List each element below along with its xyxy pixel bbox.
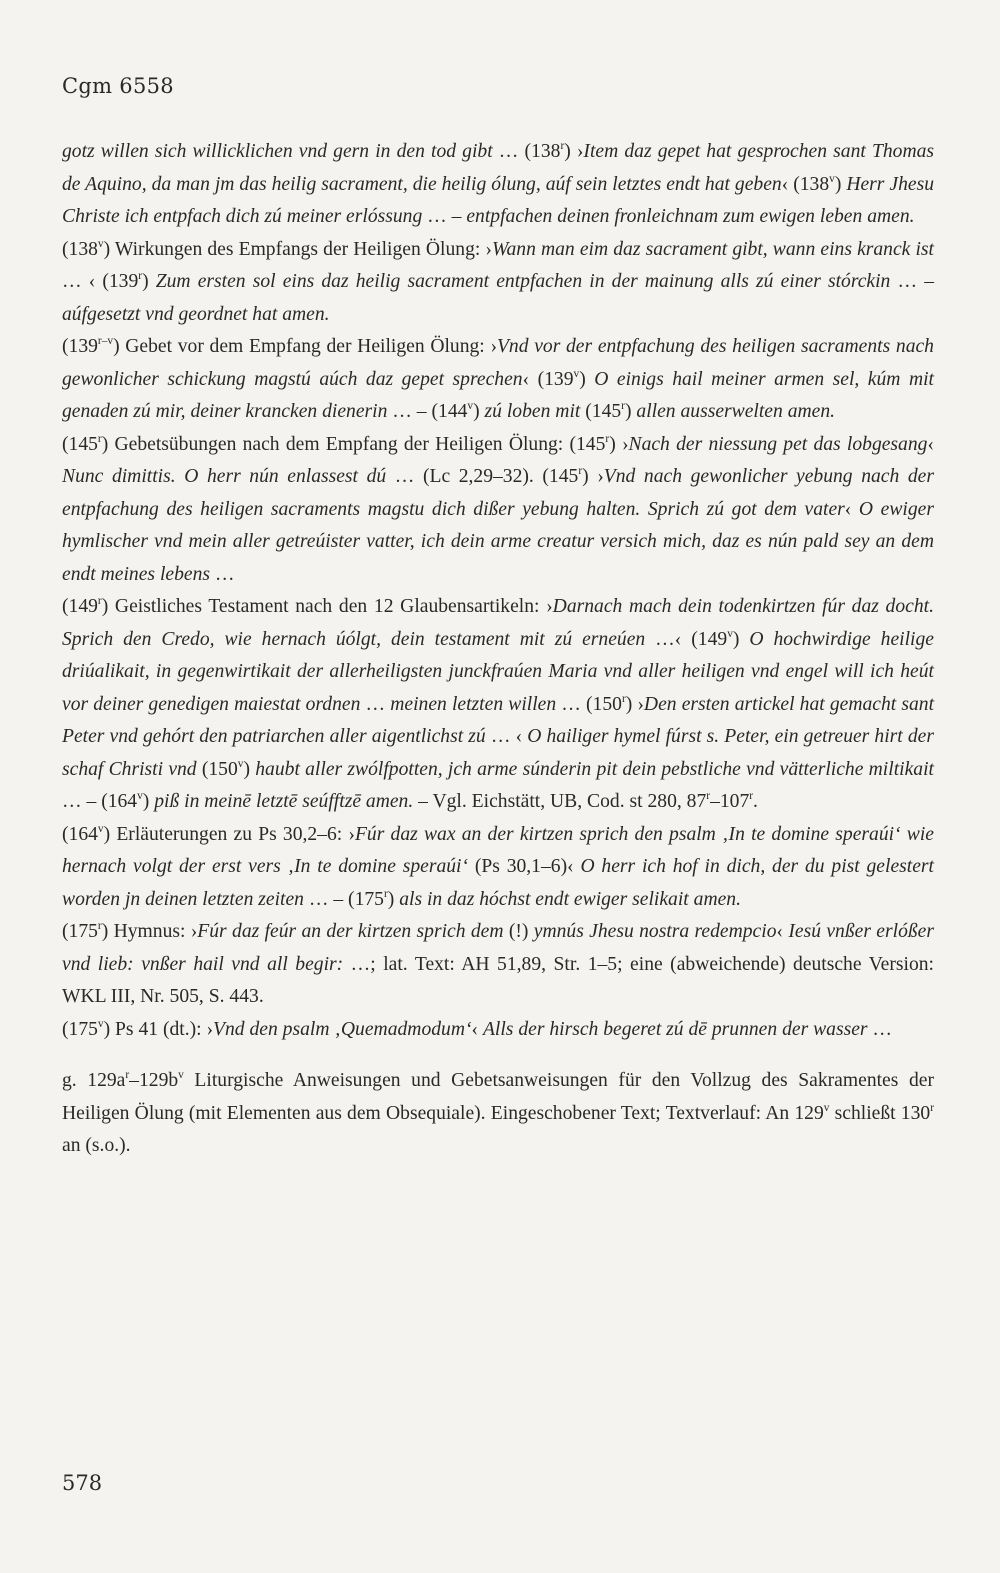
paragraph-7: (175$^r$) Hymnus: ›Fúr daz feúr an der kirtzen sprich dem (!) ymnús Jhesu nostra redempcio‹ Iesú vnßer erlóßer vnd lieb: vnßer hail vnd all begir: …; lat. Text: AH 51,89, Str. 1–5; eine (abweichende) deutsche Version: WKL III, Nr. 505, S. 443. bbox=[62, 919, 935, 1007]
running-header: Cgm 6558 bbox=[62, 74, 174, 98]
paragraph-3: (139$^{r-v}$) Gebet vor dem Empfang der Heiligen Ölung: ›Vnd vor der entpfachung des heiligen sacraments nach gewonlicher schickung magstú aúch daz gepet sprechen‹ (139$^v$) O einigs hail meiner armen sel, kúm mit genaden zú mir, deiner krancken dienerin … – (144$^v$) zú loben mit (145$^r$) allen ausserwelten amen. bbox=[62, 334, 934, 422]
paragraph-9: g. $129a^r-129b^v$ Liturgische Anweisungen und Gebetsanweisungen für den Vollzug des Sakramentes der Heiligen Ölung (mit Elementen aus dem Obsequiale). Eingeschobener Text; Textverlauf: An 129$^v$ schließt 130$^r$ an (s.o.). bbox=[62, 1068, 934, 1156]
paragraph-6: (164$^v$) Erläuterungen zu Ps 30,2–6: ›Fúr daz wax an der kirtzen sprich den psalm ‚In te domine speraúi‘ wie hernach volgt der erst vers ‚In te domine speraúi‘ (Ps 30,1–6)‹ O herr ich hof in dich, der du pist gelestert worden jn deinen letzten zeiten … – (175$^r$) als in daz hóchst endt ewiger selikait amen. bbox=[62, 822, 934, 910]
paragraph-1: gotz willen sich willicklichen vnd gern in den tod gibt … (138$^r$) ›Item daz gepet hat gesprochen sant Thomas de Aquino, da man jm das heilig sacrament, die heilig ólung, aúf sein letztes endt hat geben‹ (138$^v$) Herr Jhesu Christe ich entpfach dich zú meiner erlóssung … – entpfachen deinen fronleichnam zum ewigen leben amen. bbox=[62, 139, 935, 227]
paragraph-4: (145$^r$) Gebetsübungen nach dem Empfang der Heiligen Ölung: (145$^r$) ›Nach der niessung pet das lobgesang‹ Nunc dimittis. O herr nún enlassest dú … (Lc 2,29–32). (145$^r$) ›Vnd nach gewonlicher yebung nach der entpfachung des heiligen sacraments magstu dich dißer yebung halten. Sprich zú got dem vater‹ O ewiger hymlischer vnd mein aller getreúister vatter, ich dein arme creatur versich mich, daz es nún pald sey an dem endt meines lebens … bbox=[62, 432, 934, 585]
paragraph-2: (138$^v$) Wirkungen des Empfangs der Heiligen Ölung: ›Wann man eim daz sacrament gibt, wann eins kranck ist … ‹ (139$^r$) Zum ersten sol eins daz heilig sacrament entpfachen in der mainung alls zú einer stórckin … – aúfgesetzt vnd geordnet hat amen. bbox=[62, 237, 934, 325]
body-text bbox=[62, 136, 934, 1163]
paragraph-8: (175$^v$) Ps 41 (dt.): ›Vnd den psalm ‚Quemadmodum‘‹ Alls der hirsch begeret zú dē prunnen der wasser … bbox=[62, 1017, 893, 1040]
paragraph-5: (149$^r$) Geistliches Testament nach den 12 Glaubensartikeln: ›Darnach mach dein todenkirtzen fúr daz docht. Sprich den Credo, wie hernach úólgt, dein testament mit zú erneúen …‹ (149$^v$) O hochwirdige heilige driúalikait, in gegenwirtikait der allerheiligsten junckfraúen Maria vnd aller heiligen vnd engel will ich heút vor deiner genedigen maiestat ordnen … meinen letzten willen … (150$^r$) ›Den ersten artickel hat gemacht sant Peter vnd gehórt den patriarchen aller aigentlichst zú … ‹ O hailiger hymel fúrst s. Peter, ein getreuer hirt der schaf Christi vnd (150$^v$) haubt aller zwólfpotten, jch arme súnderin pit dein pebstliche vnd vätterliche miltikait … – (164$^v$) piß in meinē letztē seúfftzē amen. – Vgl. Eichstätt, UB, Cod. st 280, 87$^r$–107$^r$. bbox=[62, 594, 935, 812]
page-number: 578 bbox=[62, 1471, 103, 1495]
